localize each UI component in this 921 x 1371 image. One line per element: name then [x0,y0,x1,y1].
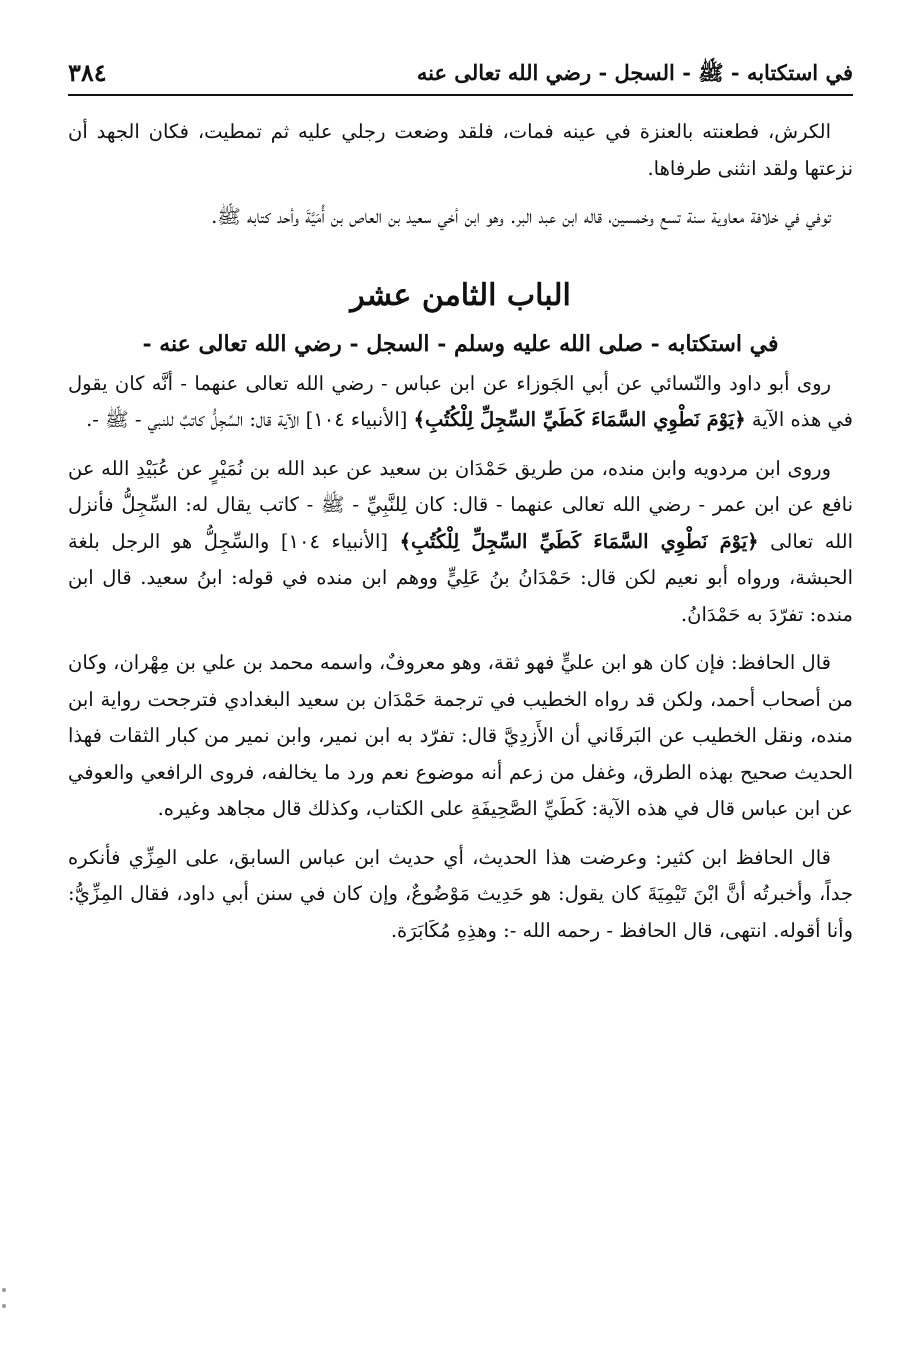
quran-verse: ﴿يَوْمَ نَطْوِي السَّمَاءَ كَطَيِّ السِّجِلِّ لِلْكُتُبِ﴾ [399,529,759,553]
chapter-subtitle: في استكتابه - صلى الله عليه وسلم - السجل - رضي الله تعالى عنه - [142,330,779,357]
running-header [68,58,853,96]
quran-verse: ﴿يَوْمَ نَطْوِي السَّمَاءَ كَطَيِّ السِّجِلِّ لِلْكُتُبِ﴾ [413,408,746,431]
body-paragraph-4 [68,840,853,950]
intro-paragraph-2: توفي في خلافة معاوية سنة تسع وخمسين، قاله ابن عبد البر. وهو ابن أخي سعيد بن العاص بن أُمَيَّةَ وأحد كتابه ﷺ. [211,205,831,228]
intro-paragraph-1: الكرش، فطعنته بالعنزة في عينه فمات، فلقد وضعت رجلي عليه ثم تمطيت، فكان الجهد أن نزعتها ولقد انثنى طرفاها. [68,120,853,180]
paragraph-text: وروى ابن مردويه وابن منده، من طريق حَمْدَان بن سعيد عن عبد الله بن نُمَيْرٍ عن عُبَيْدِ الله عن نافع عن ابن عمر - رضي الله تعالى عنهما - قال: كان لِلنَّبِيِّ - ﷺ - كاتب يقال له: السِّجِلُّ فأنزل الله تعالى [68,456,853,553]
margin-speck [2,1304,6,1308]
chapter-title: الباب الثامن عشر [350,277,571,313]
paragraph-text: قال الحافظ ابن كثير: وعرضت هذا الحديث، أي حديث ابن عباس السابق، على المِزِّي فأنكره جداً، وأخبرتُه أنَّ ابْنَ تَيْمِيَةَ كان يقول: هو حَدِيث مَوْضُوعٌ، وإن كان في سنن أبي داود، فقال المِزِّيُّ: وأنا أقوله. انتهى، قال الحافظ - رحمه الله -: وهذِهِ مُكَابَرَة. [68,845,853,942]
body-paragraph-3 [68,645,853,828]
body-paragraph-1 [68,366,853,439]
body-paragraph-2 [68,451,853,634]
page-number: ٣٨٤ [68,58,107,87]
paragraph-text: [الأنبياء ١٠٤] والسِّجِلُّ هو الرجل بلغة الحبشة، ورواه أبو نعيم لكن قال: حَمْدَانُ بنُ عَلِيٍّ ووهم ابن منده في قوله: ابنُ سعيد. قال ابن منده: تفرّدَ به حَمْدَانُ. [68,529,853,626]
header-title: في استكتابه - ﷺ - السجل - رضي الله تعالى عنه [416,60,853,85]
margin-speck [2,1288,6,1292]
page-body [68,114,853,949]
paragraph-text: [الأنبياء ١٠٤] الآية قال: السِّجِلُّ كاتبٌ للنبي - ﷺ -. [86,408,414,431]
paragraph-text: روى أبو داود والنّسائي عن أبي الجَوزاء عن ابن عباس - رضي الله تعالى عنهما - أنَّه كان يقول في هذه الآية [68,371,853,431]
paragraph-text: قال الحافظ: فإن كان هو ابن عليٍّ فهو ثقة، وهو معروفٌ، واسمه محمد بن علي بن مِهْران، وكان من أصحاب أحمد، ولكن قد رواه الخطيب في ترجمة حَمْدَان بن سعيد البغدادي فترجحت رواية ابن منده، ونقل الخطيب عن البَرقَاني أن الأَزدِيَّ قال: تفرّد به ابن نمير، وابن نمير من كبار الثقات فهذا الحديث صحيح بهذه الطرق، وغفل من زعم أنه موضوع نعم ورد ما يخالفه، فروى الرافعي والعوفي عن ابن عباس قال في هذه الآية: كَطَيِّ الصَّحِيفَةِ على الكتاب، وكذلك قال مجاهد وغيره. [68,651,853,820]
